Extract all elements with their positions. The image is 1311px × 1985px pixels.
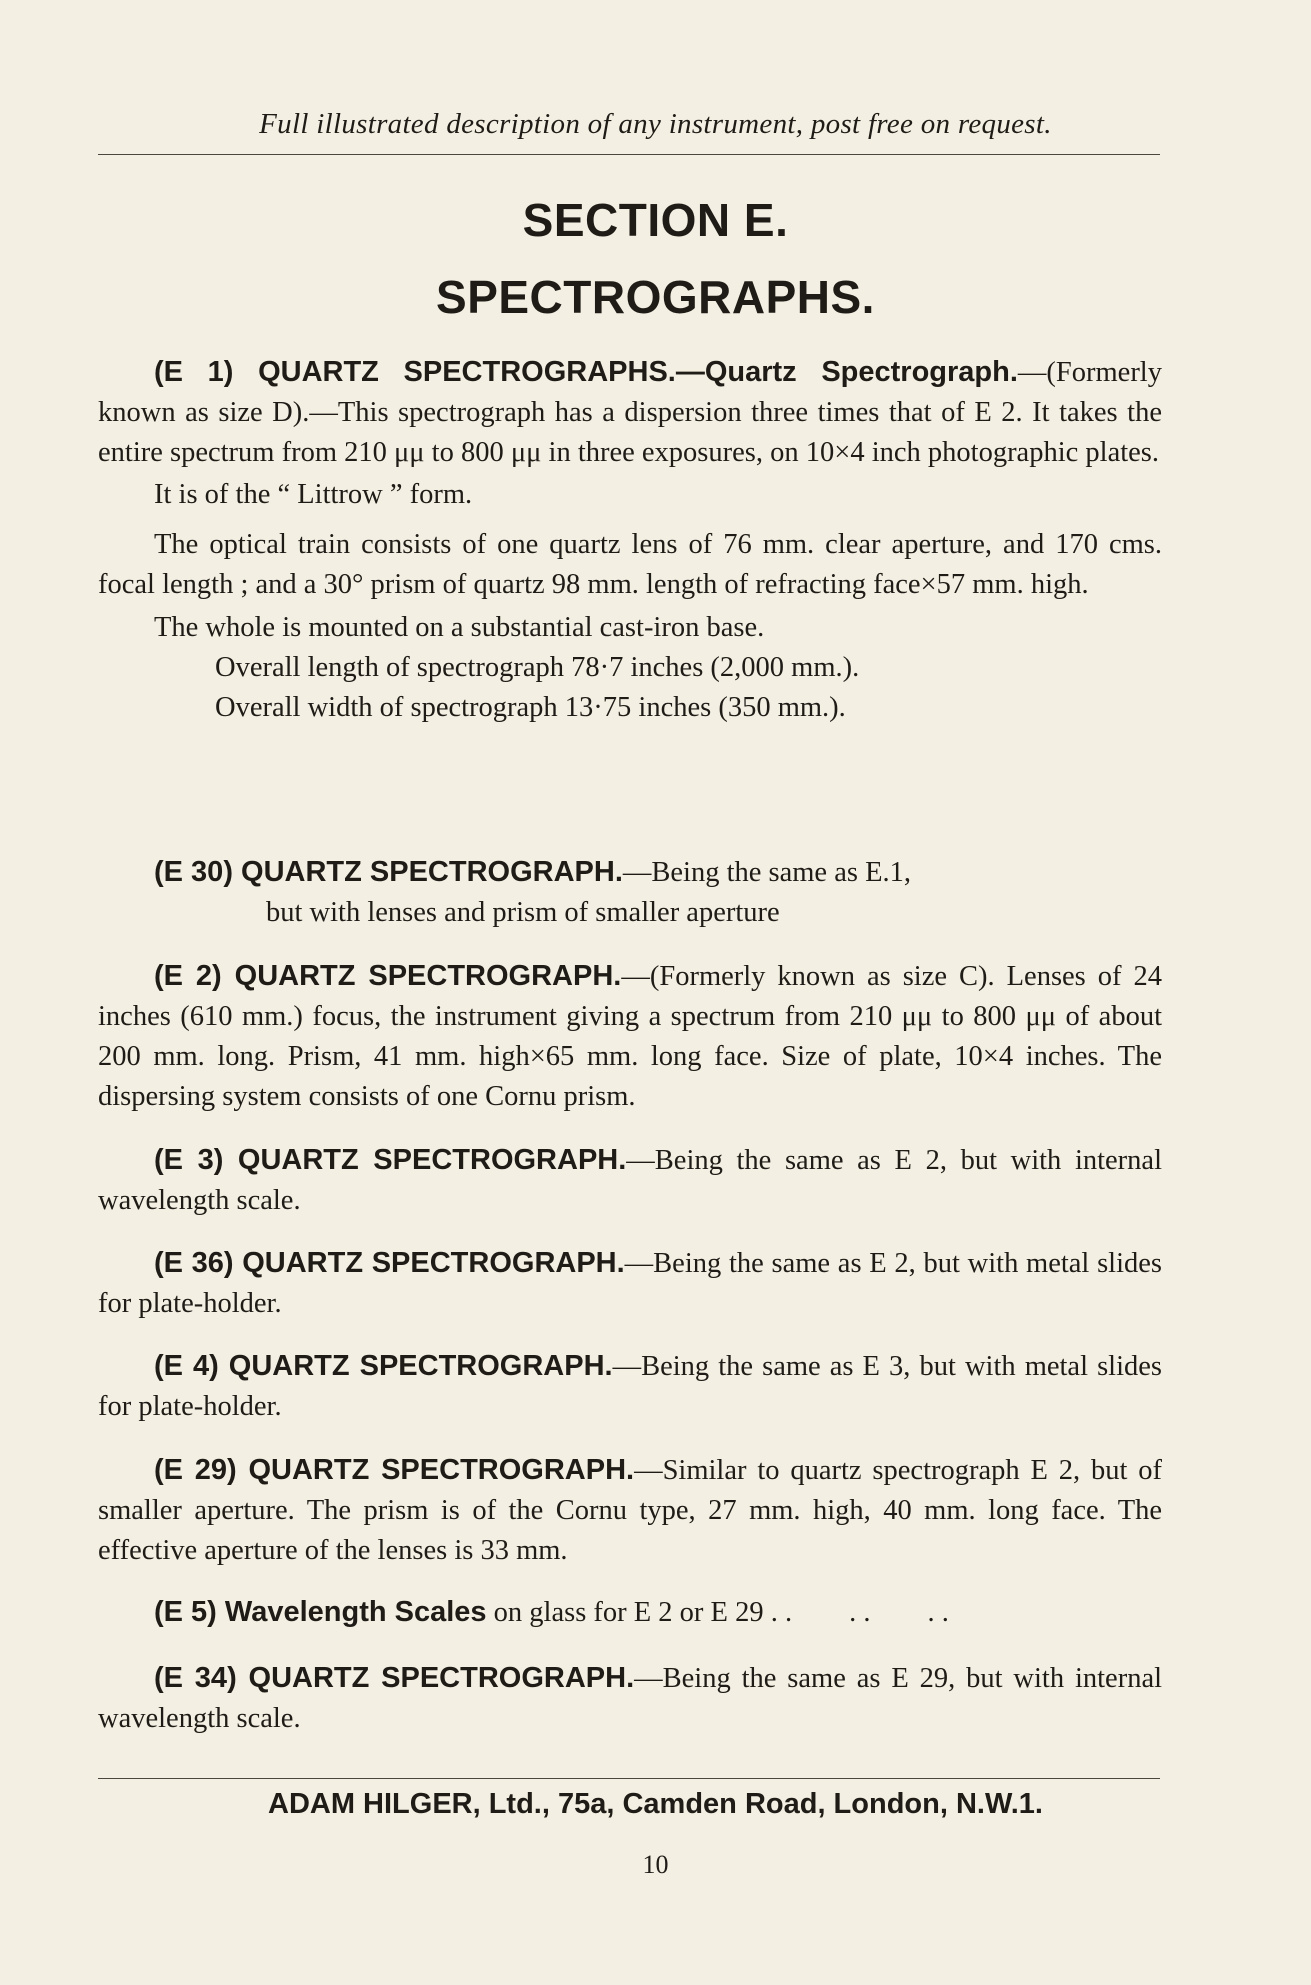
e29-text: —Similar to quartz spectrograph E 2, but of smaller aperture. The prism is of the Cornu type, 27 mm. high, 40 mm. long face. The effective aperture of the lenses is 33 mm. [98, 1455, 1162, 1566]
e1-overall-length: Overall length of spectrograph 78·7 inches (2,000 mm.). [215, 652, 860, 683]
entry-e1 [98, 352, 1162, 728]
footer-rule [98, 1778, 1160, 1779]
entry-e34 [98, 1658, 1162, 1739]
e1-optical-train: The optical train consists of one quartz lens of 76 mm. clear aperture, and 170 cms. focal length ; and a 30° prism of quartz 98 mm. length of refracting face×57 mm. high. [98, 529, 1162, 600]
e30-text-line1: —Being the same as E.1, [622, 857, 911, 888]
e36-text: —Being the same as E 2, but with metal slides for plate-holder. [98, 1248, 1162, 1319]
publisher-address: ADAM HILGER, Ltd., 75a, Camden Road, London, N.W.1. [268, 1788, 1043, 1820]
e29-heading: (E 29) QUARTZ SPECTROGRAPH. [154, 1454, 635, 1486]
header-rule [98, 154, 1160, 155]
section-subtitle: SPECTROGRAPHS. [436, 271, 875, 323]
e1-base: The whole is mounted on a substantial cast-iron base. [154, 612, 765, 643]
e1-description [98, 352, 1162, 473]
e3-text: —Being the same as E 2, but with internal wavelength scale. [98, 1145, 1162, 1216]
entry-e30 [98, 852, 1162, 933]
entry-e29 [98, 1450, 1162, 1571]
e34-heading: (E 34) QUARTZ SPECTROGRAPH. [154, 1662, 635, 1694]
entry-e3 [98, 1140, 1162, 1221]
section-label: SECTION E. [522, 194, 789, 246]
page-number: 10 [642, 1850, 669, 1879]
entry-e2 [98, 956, 1162, 1117]
e2-text: —(Formerly known as size C). Lenses of 24 inches (610 mm.) focus, the instrument giving a spectrum from 210 μμ to 800 μμ of about 200 mm. long. Prism, 41 mm. high×65 mm. long face. Size of plate, 10×4 inches. The dispersing system consists of one Cornu prism. [98, 961, 1163, 1112]
e5-text: on glass for E 2 or E 29 . . . . . . [486, 1597, 949, 1628]
e1-form: It is of the “ Littrow ” form. [154, 479, 473, 510]
e36-heading: (E 36) QUARTZ SPECTROGRAPH. [154, 1247, 625, 1279]
page-header: Full illustrated description of any instrument, post free on request. [259, 108, 1052, 140]
e2-heading: (E 2) QUARTZ SPECTROGRAPH. [154, 960, 622, 992]
e4-heading: (E 4) QUARTZ SPECTROGRAPH. [154, 1350, 613, 1382]
e4-text: —Being the same as E 3, but with metal slides for plate-holder. [98, 1351, 1162, 1422]
e30-heading: (E 30) QUARTZ SPECTROGRAPH. [154, 856, 623, 888]
e1-overall-width: Overall width of spectrograph 13·75 inches (350 mm.). [215, 692, 846, 723]
entry-e4 [98, 1346, 1162, 1427]
e1-text: —(Formerly known as size D).—This spectrograph has a dispersion three times that of E 2. It takes the entire spectrum from 210 μμ to 800 μμ in three exposures, on 10×4 inch photographic plates. [98, 357, 1162, 468]
entry-e5 [98, 1592, 1162, 1633]
e30-text-line2: but with lenses and prism of smaller aperture [266, 897, 780, 928]
e1-subheading: —Quartz Spectrograph. [675, 356, 1018, 388]
e5-heading: (E 5) Wavelength Scales [154, 1596, 487, 1628]
e34-text: —Being the same as E 29, but with internal wavelength scale. [98, 1663, 1163, 1734]
e1-heading: (E 1) QUARTZ SPECTROGRAPHS. [154, 356, 676, 388]
e3-heading: (E 3) QUARTZ SPECTROGRAPH. [154, 1144, 627, 1176]
entry-e36 [98, 1243, 1162, 1324]
